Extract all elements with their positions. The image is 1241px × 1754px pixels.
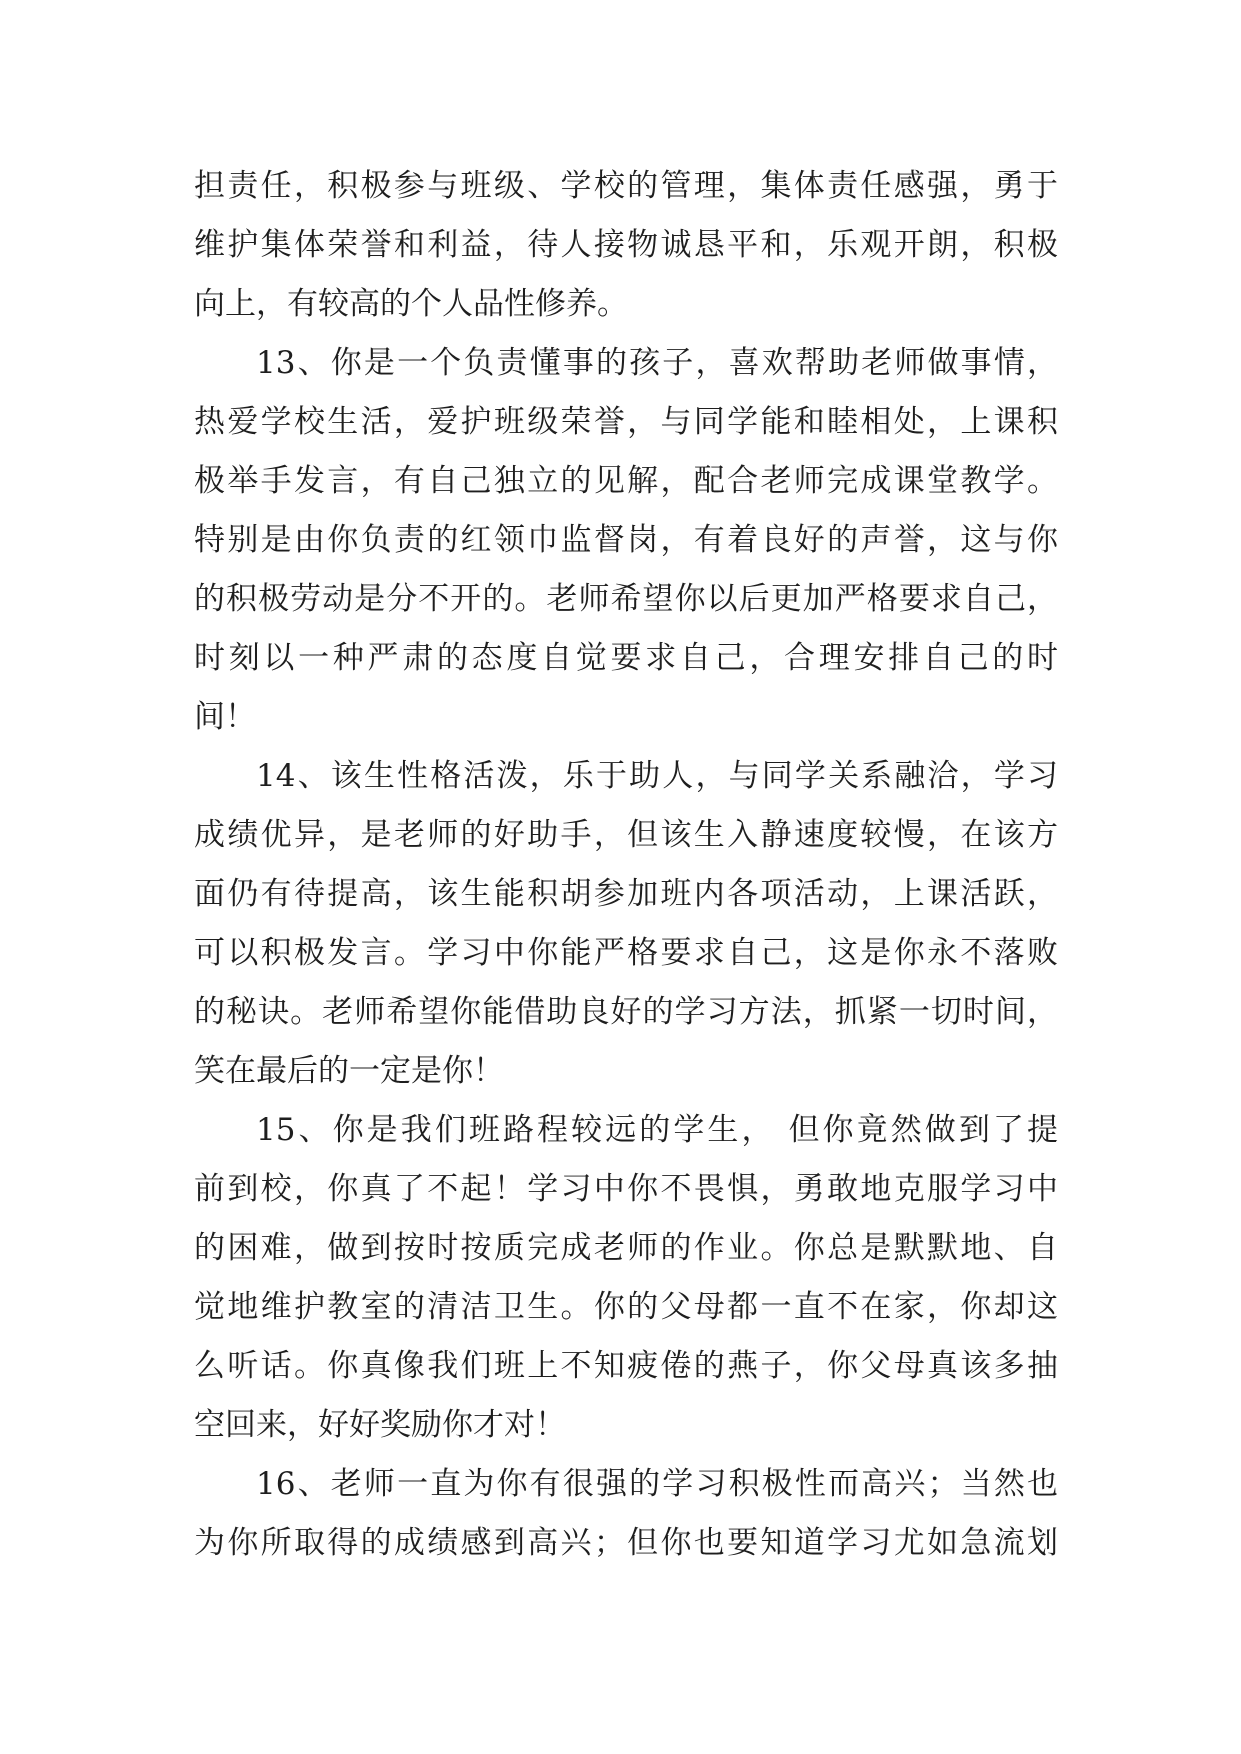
text-line: 13、你是一个负责懂事的孩子，喜欢帮助老师做事情，	[256, 345, 1058, 381]
text-line: 面仍有待提高，该生能积胡参加班内各项活动，上课活跃，	[194, 876, 1058, 912]
text-line: 14、该生性格活泼，乐于助人，与同学关系融洽，学习	[256, 758, 1058, 794]
text-line: 的困难，做到按时按质完成老师的作业。你总是默默地、自	[194, 1230, 1058, 1266]
text-line: 特别是由你负责的红领巾监督岗，有着良好的声誉，这与你	[194, 522, 1058, 558]
text-line: 间！	[194, 699, 256, 735]
paragraph	[194, 157, 1058, 334]
text-line: 热爱学校生活，爱护班级荣誉，与同学能和睦相处，上课积	[194, 404, 1058, 440]
text-line: 前到校，你真了不起！学习中你不畏惧，勇敢地克服学习中	[194, 1171, 1058, 1207]
text-line: 的积极劳动是分不开的。老师希望你以后更加严格要求自己，	[194, 581, 1058, 617]
text-line: 空回来，好好奖励你才对！	[194, 1407, 566, 1443]
text-line: 成绩优异，是老师的好助手，但该生入静速度较慢，在该方	[194, 817, 1058, 853]
text-line: 笑在最后的一定是你！	[194, 1053, 504, 1089]
text-line: 可以积极发言。学习中你能严格要求自己，这是你永不落败	[194, 935, 1058, 971]
text-line: 觉地维护教室的清洁卫生。你的父母都一直不在家，你却这	[194, 1289, 1058, 1325]
text-line: 么听话。你真像我们班上不知疲倦的燕子，你父母真该多抽	[194, 1348, 1058, 1384]
text-line: 向上，有较高的个人品性修养。	[194, 286, 628, 322]
paragraph	[194, 747, 1058, 1101]
text-line: 的秘诀。老师希望你能借助良好的学习方法，抓紧一切时间，	[194, 994, 1058, 1030]
text-line: 15、你是我们班路程较远的学生， 但你竟然做到了提	[256, 1112, 1058, 1148]
text-line: 维护集体荣誉和利益，待人接物诚恳平和，乐观开朗，积极	[194, 227, 1058, 263]
text-line: 时刻以一种严肃的态度自觉要求自己，合理安排自己的时	[194, 640, 1058, 676]
text-line: 16、老师一直为你有很强的学习积极性而高兴；当然也	[256, 1466, 1058, 1502]
text-line: 担责任，积极参与班级、学校的管理，集体责任感强，勇于	[194, 168, 1058, 204]
document-body	[194, 157, 1058, 1573]
paragraph	[194, 1101, 1058, 1455]
paragraph	[194, 334, 1058, 747]
paragraph	[194, 1455, 1058, 1573]
text-line: 极举手发言，有自己独立的见解，配合老师完成课堂教学。	[194, 463, 1058, 499]
text-line: 为你所取得的成绩感到高兴；但你也要知道学习尤如急流划	[194, 1525, 1058, 1561]
